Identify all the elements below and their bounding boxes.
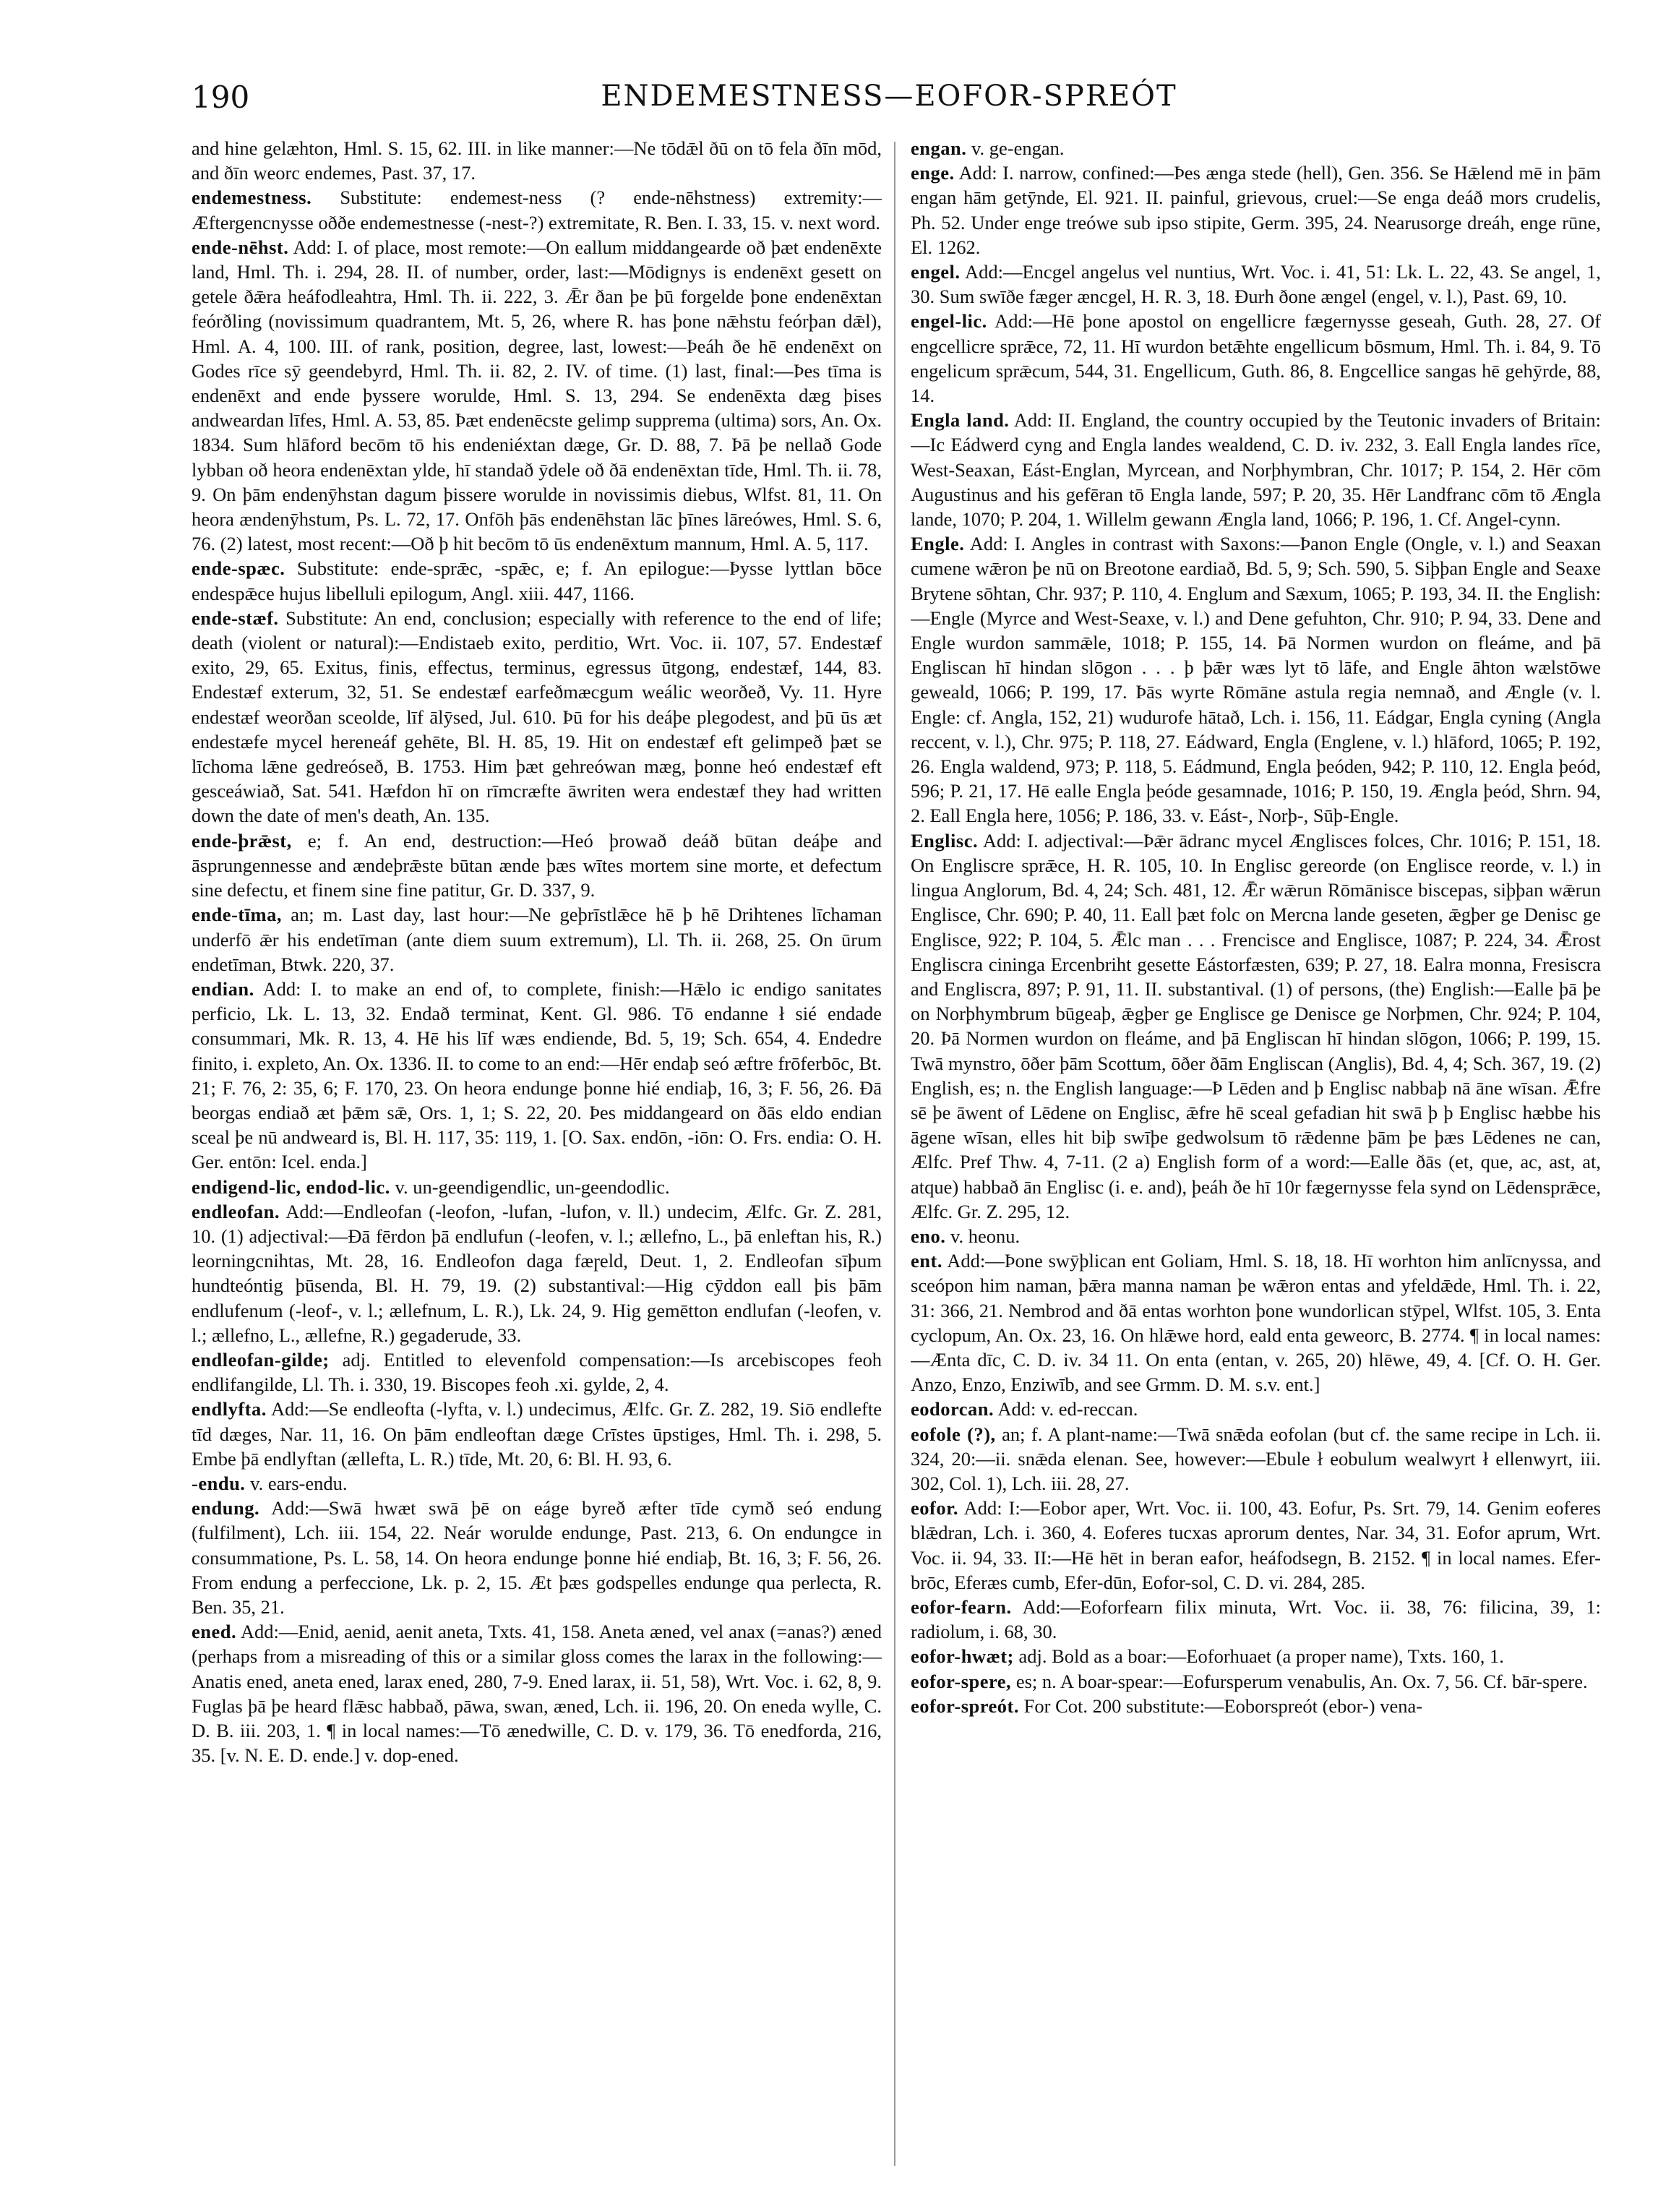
entry-text: v. ears-endu. [245, 1472, 348, 1494]
entry-text: an; m. Last day, last hour:—Ne geþrīstlǣce hē þ hē Drihtenes līchaman underfō ǣr his endetīman (ante diem suum extremum), Ll. Th. ii. 268, 25. On ūrum endetīman, Btwk. 220, 37. [192, 904, 882, 975]
dictionary-entry [911, 1224, 1601, 1248]
entry-headword: ende-stæf. [192, 606, 279, 629]
page-header [192, 80, 1586, 123]
entry-text: e; f. An end, destruction:—Heó þrowað deáð būtan deáþe and āsprungennesse and ændeþrǣste būtan ænde þæs wītes mortem sine morte, et defectum sine defectu, et finem sine fine patitur, Gr. D. 337, 9. [192, 829, 882, 901]
entry-text: and hine gelæhton, Hml. S. 15, 62. III. in like manner:—Ne tōdǣl ðū on tō fela ðīn mōd, and ðīn weorc endemes, Past. 37, 17. [192, 137, 882, 184]
entry-text: adj. Entitled to elevenfold compensation:—Is arcebiscopes feoh endlifangilde, Ll. Th. i. 330, 19. Biscopes feoh .xi. gylde, 2, 4. [192, 1348, 882, 1396]
entry-headword: endigend-lic, endod-lic. [192, 1175, 390, 1198]
entry-headword: eofor-spreót. [911, 1694, 1019, 1717]
entry-text: Add:—Endleofan (-leofon, -lufan, -lufon, v. ll.) undecim, Ælfc. Gr. Z. 281, 10. (1) adjectival:—Ðā fērdon þā endlufun (-leofen, v. l.; ællefno, L., þā enleftan his, R.) leorningcnihtas, Mt. 28, 16. Endleofon daga fæɼeld, Deut. 1, 2. Endleofan sīþum hundteóntig þūsenda, Bl. H. 79, 19. (2) substantival:—Hig cȳddon eall þis þām endlufenum (-leof-, v. l.; ællefnum, L. R.), Lk. 24, 9. Hig gemētton endlufan (-leofen, v. l.; ællefno, L., ællefne, R.) gegaderude, 33. [192, 1200, 882, 1346]
entry-headword: eofor-spere, [911, 1670, 1012, 1692]
dictionary-entry [192, 902, 882, 977]
entry-headword: ent. [911, 1250, 942, 1272]
entry-text: an; f. A plant-name:—Twā snǣda eofolan (but cf. the same recipe in Lch. ii. 324, 20:—ii. snǣda elenan. See, however:—Ebule ł eobulum wealwyrt ł ellenwyrt, iii. 302, Col. 1), Lch. iii. 28, 27. [911, 1423, 1601, 1494]
entry-text: es; n. A boar-spear:—Eofursperum venabulis, An. Ox. 7, 56. Cf. bār-spere. [1011, 1670, 1588, 1692]
entry-text: Add:—Swā hwæt swā þē on eáge byreð æfter tīde cymð seó endung (fulfilment), Lch. iii. 154, 22. Neár worulde endunge, Past. 213, 6. On endungce in consummatione, Ps. L. 58, 14. On heora endunge þonne hié endiaþ, Bt. 16, 3; F. 56, 26. From endung a perfeccione, Lk. p. 2, 15. Æt þæs godspelles endunge qua perlecta, R. Ben. 35, 21. [192, 1497, 882, 1618]
dictionary-entry [192, 1397, 882, 1471]
entry-headword: endleofan. [192, 1200, 280, 1222]
dictionary-entry [911, 1644, 1601, 1668]
entry-text: Add: II. England, the country occupied by the Teutonic invaders of Britain:—Ic Eádwerd cyng and Engla landes wealdend, C. D. iv. 232, 3. Eall Engla landes rīce, West-Seaxan, Eást-Englan, Myrcean, and Norþhymbran, Chr. 1017; P. 154, 2. Hēr cōm Augustinus and his gefēran tō Engla lande, 597; P. 20, 35. Hēr Landfranc cōm tō Ængla lande, 1070; P. 204, 1. Willelm gewann Ængla land, 1066; P. 196, 1. Cf. Angel-cynn. [911, 409, 1601, 531]
dictionary-entry [911, 1422, 1601, 1496]
dictionary-entry [911, 1248, 1601, 1397]
dictionary-entry [911, 1397, 1601, 1421]
dictionary-entry [192, 1619, 882, 1767]
dictionary-entry [192, 185, 882, 234]
entry-text: Substitute: ende-sprǣc, -spǣc, e; f. An epilogue:—Þysse lyttlan bōce endespǣce hujus libelluli epilogum, Angl. xiii. 447, 1166. [192, 557, 882, 604]
dictionary-entry [911, 828, 1601, 1224]
entry-headword: ende-spæc. [192, 557, 285, 580]
column-divider [894, 142, 895, 2166]
dictionary-entry [911, 1694, 1601, 1718]
entry-text: Add: I. narrow, confined:—Þes ænga stede (hell), Gen. 356. Se Hǣlend mē in þām engan hām getȳnde, El. 921. II. painful, grievous, cruel:—Se enga deáð mors crudelis, Ph. 52. Under enge treówe sub ipso stipite, Germ. 395, 24. Nearusorge dreáh, enge rūne, El. 1262. [911, 162, 1601, 258]
entry-headword: ende-tīma, [192, 904, 282, 926]
entry-text: Add:—Se endleofta (-lyfta, v. l.) undecimus, Ælfc. Gr. Z. 282, 19. Siō endlefte tīd dæges, Nar. 11, 16. On þām endleoftan dæge Crīstes ūpstiges, Hml. Th. i. 298, 5. Embe þā endlyftan (ællefta, L. R.) tīde, Mt. 20, 6: Bl. H. 93, 6. [192, 1398, 882, 1470]
dictionary-entry [911, 1496, 1601, 1595]
entry-text: For Cot. 200 substitute:—Eoborspreót (ebor-) vena- [1019, 1694, 1423, 1717]
entry-headword: eofor. [911, 1497, 959, 1519]
dictionary-entry [911, 136, 1601, 160]
entry-headword: eofor-fearn. [911, 1595, 1012, 1618]
entry-text: Add: I:—Eobor aper, Wrt. Voc. ii. 100, 43. Eofur, Ps. Srt. 79, 14. Genim eoferes blǣdran, Lch. i. 360, 4. Eoferes tucxas aprorum dentes, Nar. 34, 31. Eofor aprum, Wrt. Voc. ii. 94, 33. II:—Hē hēt in beran eafor, heáfodsegn, B. 2152. ¶ in local names. Efer-brōc, Eferæs cumb, Efer-dūn, Eofor-sol, C. D. vi. 284, 285. [911, 1497, 1601, 1593]
entry-text: Add:—Eoforfearn filix minuta, Wrt. Voc. ii. 38, 76: filicina, 39, 1: radiolum, i. 68, 30. [911, 1595, 1601, 1643]
entry-headword: eodorcan. [911, 1398, 995, 1420]
entry-headword: endian. [192, 977, 254, 1000]
dictionary-entry [911, 408, 1601, 531]
entry-text: Add: v. ed-reccan. [994, 1398, 1138, 1420]
entry-headword: eofole (?), [911, 1423, 996, 1445]
dictionary-entry [192, 1175, 882, 1199]
entry-headword: -endu. [192, 1472, 246, 1494]
entry-headword: Englisc. [911, 829, 979, 852]
entry-text: Substitute: endemest-ness (? ende-nēhstness) extremity:—Æftergencnysse oððe endemestnesse (-nest-?) extremitate, R. Ben. I. 33, 15. v. next word. [192, 187, 882, 233]
entry-headword: eofor-hwæt; [911, 1645, 1014, 1668]
dictionary-entry [192, 136, 882, 185]
dictionary-entry [911, 1669, 1601, 1694]
dictionary-entry [192, 1496, 882, 1619]
entry-headword: engel-lic. [911, 310, 987, 333]
entry-text: v. un-geendigendlic, un-geendodlic. [390, 1175, 670, 1198]
dictionary-entry [192, 1471, 882, 1496]
dictionary-entry [911, 1595, 1601, 1644]
entry-headword: endemestness. [192, 187, 312, 209]
dictionary-entry [192, 606, 882, 828]
entry-text: Add:—Þone swȳþlican ent Goliam, Hml. S. 18, 18. Hī worhton him anlīcnyssa, and sceópon him naman, þǣra manna naman þe wǣron entas and yfeldǣde, Hml. Th. i. 22, 31: 366, 21. Nembrod and ðā entas worhton þone wundorlican stȳpel, Wlfst. 105, 3. Enta cyclopum, An. Ox. 23, 16. On hlǣwe hord, eald enta geweorc, B. 2774. ¶ in local names:—Ænta dīc, C. D. iv. 34 11. On enta (entan, v. 265, 20) hlēwe, 49, 4. [Cf. O. H. Ger. Anzo, Enzo, Enziwīb, and see Grmm. D. M. s.v. ent.] [911, 1250, 1601, 1396]
right-column [911, 136, 1601, 2174]
dictionary-entry [911, 531, 1601, 828]
entry-headword: Engla land. [911, 409, 1010, 432]
entry-headword: Engle. [911, 533, 965, 555]
entry-text: Add:—Encgel angelus vel nuntius, Wrt. Voc. i. 41, 51: Lk. L. 22, 43. Se angel, 1, 30. Sum swīðe fæger æncgel, H. R. 3, 18. Ðurh ðone ængel (engel, v. l.), Past. 69, 10. [911, 261, 1601, 308]
entry-headword: eno. [911, 1225, 946, 1247]
left-column [192, 136, 882, 2174]
dictionary-entry [192, 977, 882, 1175]
dictionary-entry [911, 160, 1601, 260]
entry-text: Add:—Hē þone apostol on engellicre fægernysse geseah, Guth. 28, 27. Of engcellicre sprǣce, 72, 11. Hī wurdon betǣhte engellicum bōsmum, Hml. Th. i. 84, 9. Tō engelicum sprǣcum, 544, 31. Engellicum, Guth. 86, 8. Engcellice sangas hē gehȳrde, 88, 14. [911, 310, 1601, 407]
entry-text: adj. Bold as a boar:—Eoforhuaet (a proper name), Txts. 160, 1. [1013, 1645, 1504, 1668]
entry-text: v. ge-engan. [966, 137, 1065, 159]
entry-headword: ende-nēhst. [192, 236, 289, 258]
entry-text: Substitute: An end, conclusion; especially with reference to the end of life; death (violent or natural):—Endistaeb exito, perditio, Wrt. Voc. ii. 107, 57. Endestæf exito, 29, 65. Exitus, finis, effectus, terminus, egressus ūtgong, endestæf, 144, 83. Endestæf exterum, 32, 51. Se endestæf earfeðmæcgum weálic weorðeð, Vy. 11. Hyre endestæf weorðan sceolde, līf ālȳsed, Jul. 610. Þū for his deáþe plegodest, and þū ūs æt endestæfe mycel hereneáf gehēte, Bl. H. 85, 19. Hit on endestæf eft gelimpeð þæt se līchoma lǣne gedreóseð, B. 1753. Him þæt gehreówan mæg, þonne heó endestæf eft gesceáwiað, Sat. 541. Hæfdon hī on rīmcræfte āwriten wera endestæf they had written down the date of men's death, An. 135. [192, 606, 882, 827]
dictionary-entry [192, 828, 882, 903]
entry-headword: ened. [192, 1621, 237, 1643]
entry-headword: engan. [911, 137, 967, 159]
entry-text: Add: I. Angles in contrast with Saxons:—Þanon Engle (Ongle, v. l.) and Seaxan cumene wǣron þe nū on Breotone eardiað, Bd. 5, 9; Sch. 590, 5. Siþþan Engle and Seaxe Brytene sōhtan, Chr. 937; P. 110, 4. Englum and Sæxum, 1065; P. 193, 34. II. the English:—Engle (Myrce and West-Seaxe, v. l.) and Dene gefuhton, Chr. 910; P. 94, 33. Dene and Engle wurdon sammǣle, 1018; P. 155, 14. Þā Normen wurdon on fleáme, and þā Engliscan hī hindan slōgon . . . þ þǣr wæs lyt tō lāfe, and Engle āhton wælstōwe geweald, 1066; P. 199, 17. Þās wyrte Rōmāne astula regia nemnað, and Ængle (v. l. Engle: cf. Angla, 152, 21) wudurofe hātað, Lch. i. 156, 11. Eádgar, Engla cyning (Angla reccent, v. l.), Chr. 975; P. 118, 27. Eádward, Engla (Englene, v. l.) hlāford, 1065; P. 192, 26. Engla waldend, 973; P. 118, 5. Eádmund, Engla þeóden, 942; P. 110, 12. Engla þeód, 596; P. 21, 17. Hē ealle Engla þeóde gesamnade, 1016; P. 150, 19. Ængla þeód, Shrn. 94, 2. Eall Engla here, 1056; P. 186, 33. v. Eást-, Norþ-, Sūþ-Engle. [911, 533, 1601, 827]
dictionary-entry [192, 235, 882, 557]
entry-headword: endlyfta. [192, 1398, 267, 1420]
entry-headword: engel. [911, 261, 961, 283]
running-title: ENDEMESTNESS—EOFOR-SPREÓT [601, 80, 1177, 113]
entry-text: Add: I. to make an end of, to complete, finish:—Hǣlo ic endigo sanitates perficio, Lk. L. 13, 32. Endað terminat, Kent. Gl. 986. Tō endanne ł sié endade consummari, Mk. R. 13, 4. Hē his līf wæs endiende, Bd. 5, 19; Sch. 654, 4. Endedre finito, i. expleto, An. Ox. 1336. II. to come to an end:—Hēr endaþ seó æftre frōferbōc, Bt. 21; F. 76, 2: 35, 6; F. 170, 23. On heora endunge þonne hié endiaþ, 16, 3; F. 56, 26. Ðā beorgas endiað æt þǣm sǣ, Ors. 1, 1; S. 22, 20. Þes middangeard on ðās eldo endian sceal þe nū andweard is, Bl. H. 117, 35: 119, 1. [O. Sax. endōn, -iōn: O. Frs. endia: O. H. Ger. entōn: Icel. enda.] [192, 977, 882, 1173]
entry-text: Add: I. adjectival:—Þǣr ādranc mycel Ænglisces folces, Chr. 1016; P. 151, 18. On Engliscre sprǣce, H. R. 105, 10. In Englisc gereorde (on Englisce reorde, v. l.) in lingua Anglorum, Bd. 4, 24; Sch. 481, 12. Ǣr wǣrun Rōmānisce biscepas, siþþan wǣrun Englisce, Chr. 690; P. 40, 11. Eall þæt folc on Mercna lande geseten, ǣgþer ge Denisc ge Englisce, 922; P. 104, 5. Ǣlc man . . . Frencisce and Englisce, 1087; P. 224, 34. Ǣrost Engliscra cininga Ercenbriht gesette Eástorfæsten, 639; P. 27, 18. Ealra monna, Fresiscra and Engliscra, 897; P. 91, 11. II. substantival. (1) of persons, (the) English:—Ealle þā þe on Norþhymbrum būgeaþ, ǣgþer ge Englisce ge Denisce ge Norþmen, Chr. 924; P. 104, 20. Þā Normen wurdon on fleáme, and þā Engliscan hī hindan slōgon, 1066; P. 199, 15. Twā mynstro, ōðer þām Scottum, ōðer ðām Engliscan (Anglis), Bd. 4, 4; Sch. 367, 19. (2) English, es; n. the English language:—Þ Lēden and þ Englisc nabbaþ nā āne wīsan. Ǣfre sē þe āwent of Lēdene on Englisc, ǣfre hē sceal gefadian hit swā þ þ Englisc hæbbe his āgene wīsan, elles hit biþ swīþe gedwolsum tō rǣdenne þām þe þæs Lēdenes ne can, Ælfc. Pref Thw. 4, 7-11. (2 a) English form of a word:—Ealle ðās (et, que, ac, ast, at, atque) habbað ān Englisc (i. e. and), þeáh ðe hī 10r fægernysse fela synd on Lēdensprǣce, Ælfc. Gr. Z. 295, 12. [911, 829, 1601, 1222]
entry-headword: ende-þrǣst, [192, 829, 292, 852]
dictionary-entry [192, 556, 882, 605]
dictionary-entry [192, 1199, 882, 1347]
entry-text: Add: I. of place, most remote:—On eallum middangearde oð þæt endenēxte land, Hml. Th. i. 294, 28. II. of number, order, last:—Mōdignys is endenēxt gesett on getele ðǣra heáfodleahtra, Hml. Th. ii. 222, 3. Ǣr ðan þe þū forgelde þone endenēxtan feórðling (novissimum quadrantem, Mt. 5, 26, where R. has þone nǣhstu feórþan dǣl), Hml. A. 4, 100. III. of rank, position, degree, last, lowest:—Þeáh ðe hē endenēxt on Godes rīce sȳ geendebyrd, Hml. Th. ii. 82, 2. IV. of time. (1) last, final:—Þes tīma is endenēxt and ende þyssere worulde, Hml. S. 13, 294. Se endenēxta dæg þises andweardan līfes, Hml. A. 53, 85. Þæt endenēcste gelimp supprema (ultima) sors, An. Ox. 1834. Sum hlāford becōm tō his endeniéxtan dæge, Gr. D. 88, 7. Þā þe nellað Gode lybban oð heora endenēxtan ylde, hī standað ȳdele oð ðā endenēxtan tīde, Hml. Th. ii. 78, 9. On þām endenȳhstan dagum þissere worulde in novissimis diebus, Wlfst. 81, 11. On heora ændenȳhstum, Ps. L. 72, 17. Onfōh þās endenēhstan lāc þīnes lāreówes, Hml. S. 6, 76. (2) latest, most recent:—Oð þ hit becōm tō ūs endenēxtum mannum, Hml. A. 5, 117. [192, 236, 882, 555]
entry-headword: endleofan-gilde; [192, 1348, 330, 1371]
entry-text: v. heonu. [945, 1225, 1021, 1247]
dictionary-entry [911, 309, 1601, 408]
dictionary-entry [911, 260, 1601, 309]
entry-headword: endung. [192, 1497, 260, 1519]
entry-text: Add:—Enid, aenid, aenit aneta, Txts. 41, 158. Aneta æned, vel anax (=anas?) æned (perhaps from a misreading of this or a similar gloss comes the larax in the following:—Anatis ened, aneta ened, larax ened, 280, 7-9. Ened larax, ii. 51, 58), Wrt. Voc. i. 62, 8, 9. Fuglas þā þe heard flǣsc habbað, pāwa, swan, æned, Lch. ii. 196, 20. On eneda wylle, C. D. B. iii. 203, 1. ¶ in local names:—Tō ænedwille, C. D. v. 179, 36. Tō enedforda, 216, 35. [v. N. E. D. ende.] v. dop-ened. [192, 1621, 882, 1767]
dictionary-entry [192, 1347, 882, 1397]
entry-headword: enge. [911, 162, 955, 184]
page-number: 190 [192, 80, 250, 115]
